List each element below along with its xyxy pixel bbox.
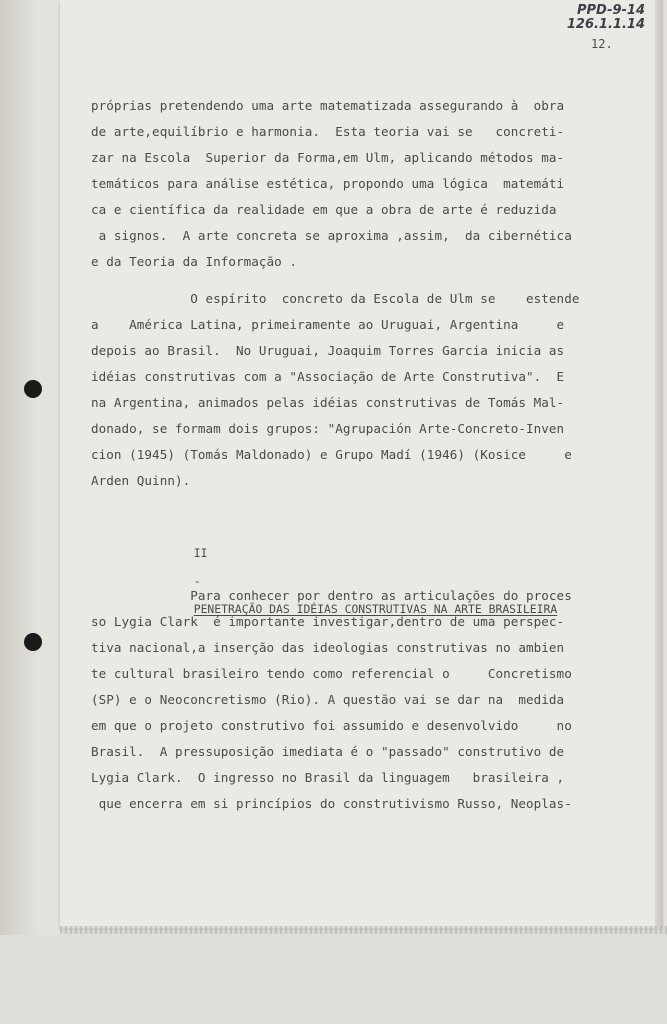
punch-hole-upper [24,380,42,398]
section-number: II [193,546,208,560]
paragraph-3-line: em que o projeto construtivo foi assumido e desenvolvido no [91,718,572,733]
paragraph-3-line: (SP) e o Neoconcretismo (Rio). A questão vai se dar na medida [91,692,565,707]
paragraph-3-line: te cultural brasileiro tendo como referencial o Concretismo [91,666,572,681]
page-fold [655,0,663,930]
paragraph-3-line: so Lygia Clark é importante investigar,dentro de uma perspec- [91,614,565,629]
paragraph-2-line: donado, se formam dois grupos: "Agrupación Arte-Concreto-Inven [91,421,565,436]
paragraph-3-line: tiva nacional,a inserção das ideologias construtivas no ambien [91,640,565,655]
paragraph-2-line: idéias construtivas com a "Associação de Arte Construtiva". E [91,369,565,384]
paragraph-2-line: a América Latina, primeiramente ao Uruguai, Argentina e [91,317,565,332]
archive-code-1: PPD-9-14 [576,3,645,18]
page-bottom-edge [60,926,667,934]
paragraph-3-line: Lygia Clark. O ingresso no Brasil da linguagem brasileira , [91,770,565,785]
paragraph-1-line: zar na Escola Superior da Forma,em Ulm, aplicando métodos ma- [91,150,565,165]
paragraph-1-line: a signos. A arte concreta se aproxima ,assim, da cibernética [91,228,572,243]
paragraph-1-line: de arte,equilíbrio e harmonia. Esta teoria vai se concreti- [91,124,565,139]
paragraph-1-line: e da Teoria da Informação . [91,254,298,269]
paragraph-2-line: depois ao Brasil. No Uruguai, Joaquim Torres Garcia inicia as [91,343,565,358]
paragraph-3-line: Brasil. A pressuposição imediata é o "passado" construtivo de [91,744,565,759]
archive-code-2: 126.1.1.14 [566,17,645,32]
paragraph-1-line: temáticos para análise estética, propondo uma lógica matemáti [91,176,565,191]
paragraph-3-line: Para conhecer por dentro as articulações do proces [91,588,572,603]
section-heading [180,532,557,616]
lower-background [0,935,667,1024]
archive-stamp [567,4,645,32]
paragraph-1-line: próprias pretendendo uma arte matematizada assegurando à obra [91,98,565,113]
paragraph-1-line: ca e científica da realidade em que a obra de arte é reduzida [91,202,557,217]
paragraph-2-line: Arden Quinn). [91,473,191,488]
paragraph-3-line: que encerra em si princípios do construtivismo Russo, Neoplas- [91,796,572,811]
section-dash: - [193,574,201,588]
page-number: 12. [591,37,613,51]
paragraph-2-line: na Argentina, animados pelas idéias construtivas de Tomás Mal- [91,395,565,410]
paragraph-2-line: O espírito concreto da Escola de Ulm se estende [91,291,580,306]
section-title: PENETRAÇÃO DAS IDÉIAS CONSTRUTIVAS NA ARTE BRASILEIRA [193,602,558,616]
typed-page [60,0,662,928]
paragraph-2-line: cion (1945) (Tomás Maldonado) e Grupo Madí (1946) (Kosice e [91,447,572,462]
punch-hole-lower [24,633,42,651]
